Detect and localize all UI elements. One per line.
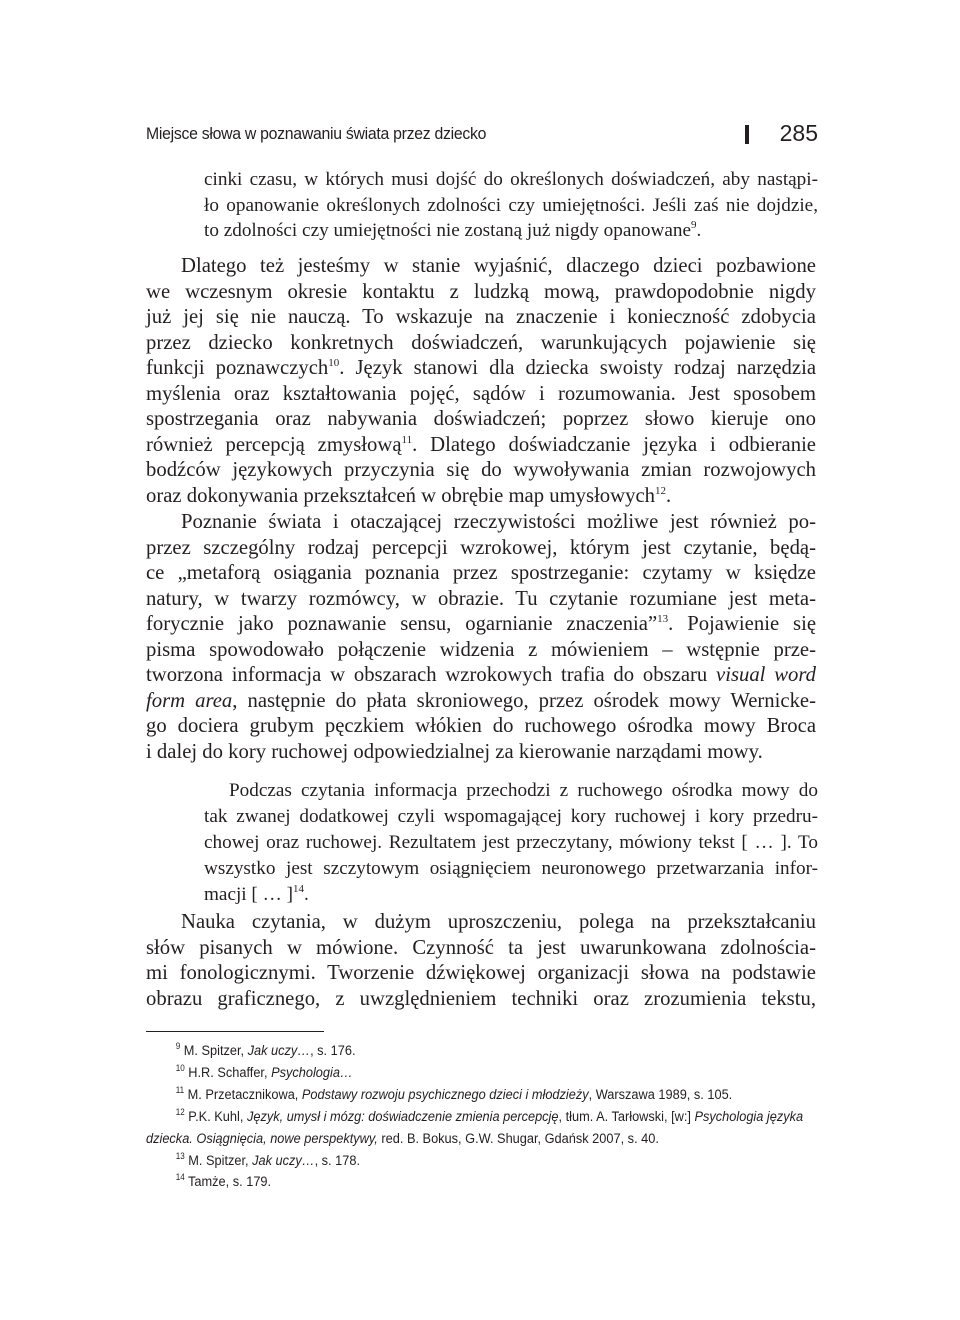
text-line: spostrzegania oraz nabywania doświadczeń; poprzez słowo kieruje ono: [146, 408, 816, 431]
text-line: chowej oraz ruchowej. Rezultatem jest przeczytany, mówiony tekst [ … ]. To: [204, 832, 818, 853]
text-line: [146, 433, 816, 459]
text-span: tworzona informacja w obszarach wzrokowych trafia do obszaru: [146, 664, 717, 687]
text-line: obrazu graficznego, z uwzględnieniem techniki oraz zrozumienia tekstu,: [146, 987, 816, 1010]
text-span: red. B. Bokus, G.W. Shugar, Gdańsk 2007, s. 40.: [377, 1130, 659, 1147]
footnote-ref[interactable]: 13: [657, 613, 669, 626]
text-span: . Pojawienie się: [668, 613, 817, 636]
italic-term: form area: [146, 689, 233, 712]
text-line: słów pisanych w mówione. Czynność ta jest uwarunkowana zdolnościa-: [146, 936, 816, 959]
footnote-ref[interactable]: 10: [328, 357, 340, 370]
block-quote: [204, 778, 818, 908]
text-span: M. Spitzer,: [180, 1043, 248, 1059]
text-line: Dlatego też jesteśmy w stanie wyjaśnić, dlaczego dzieci pozbawione: [181, 255, 816, 277]
footnote-number: 12: [175, 1106, 185, 1117]
text-span: Tamże, s. 179.: [184, 1174, 272, 1191]
text-line: [146, 484, 816, 510]
italic-title: dziecka. Osiągnięcia, nowe perspektywy,: [146, 1130, 378, 1147]
text-span: . Język stanowi dla dziecka swoisty rodzaj narzędzia: [339, 357, 816, 380]
text-line: tak zwanej dodatkowej czyli wspomagającej kory ruchowej i kory przedru-: [204, 806, 818, 827]
footnote-ref[interactable]: 9: [691, 219, 697, 232]
running-title: Miejsce słowa w poznawaniu świata przez dziecko: [146, 124, 487, 143]
text-span: , s. 178.: [314, 1152, 361, 1169]
header-separator-bar: [745, 125, 749, 144]
text-line: ce „metaforą osiągania poznania przez spostrzeganie: czytamy w księdze: [146, 562, 816, 585]
text-line: Podczas czytania informacja przechodzi z ruchowego ośrodka mowy do: [229, 780, 818, 801]
footnote-ref[interactable]: 14: [292, 883, 304, 895]
paragraph: [146, 910, 816, 1012]
text-line: [204, 882, 818, 908]
text-line: cinki czasu, w których musi dojść do określonych doświadczeń, aby nastąpi-: [204, 169, 818, 190]
footnote-number: 11: [175, 1084, 185, 1095]
footnote: [146, 1085, 751, 1107]
text-span: , następnie do płata skroniowego, przez ośrodek mowy Wernicke-: [232, 689, 816, 712]
page-header: [146, 122, 818, 152]
page-number: 285: [779, 120, 818, 146]
text-span: H.R. Schaffer,: [184, 1064, 272, 1081]
italic-title: Psychologia…: [271, 1064, 353, 1081]
footnote-number: 13: [175, 1150, 185, 1161]
footnote: [146, 1172, 751, 1194]
text-span: forycznie jako poznawanie sensu, ogarnianie znaczenia”: [146, 613, 658, 636]
paragraph: [146, 510, 816, 765]
footnote: [146, 1063, 751, 1085]
italic-term: visual word: [716, 664, 816, 687]
text-span: również percepcją zmysłową: [146, 433, 402, 456]
continued-quote-block: [204, 167, 818, 244]
text-line: i dalej do kory ruchowej odpowiedzialnej za kierowanie narządami mowy.: [146, 740, 763, 763]
text-line: [204, 218, 818, 244]
text-line: we wczesnym okresie kontaktu z ludzką mową, prawdopodobnie nigdy: [146, 280, 816, 303]
text-span: M. Przetacznikowa,: [184, 1086, 302, 1103]
text-span: .: [303, 884, 309, 905]
text-line: natury, w twarzy rozmówcy, w obrazie. Tu czytanie rozumiane jest meta-: [146, 587, 816, 610]
text-line: [146, 356, 816, 382]
text-line: go dociera grubym pęczkiem włókien do ruchowego ośrodka mowy Broca: [146, 715, 816, 738]
text-span: . Dlatego doświadczanie języka i odbieranie: [412, 433, 816, 456]
text-span: , Warszawa 1989, s. 105.: [588, 1086, 733, 1103]
text-line: Nauka czytania, w dużym uproszczeniu, polega na przekształcaniu: [181, 911, 816, 933]
footnote-separator: [146, 1031, 324, 1032]
paragraph: [146, 254, 816, 509]
text-span: , s. 176.: [310, 1043, 356, 1059]
text-line: [146, 663, 816, 689]
footnote-number: 14: [175, 1172, 185, 1183]
text-line: Poznanie świata i otaczającej rzeczywistości możliwe jest również po-: [181, 511, 816, 533]
italic-title: Jak uczy…: [252, 1152, 315, 1169]
footnote: [146, 1041, 751, 1063]
text-line: przez dziecko konkretnych doświadczeń, warunkujących pojawienie się: [146, 331, 816, 354]
italic-title: Podstawy rozwoju psychicznego dzieci i młodzieży: [301, 1086, 589, 1103]
footnote-continuation: [146, 1129, 751, 1151]
text-line: przez szczególny rodzaj percepcji wzrokowej, którym jest czytanie, będą-: [146, 536, 816, 559]
footnote-number: 10: [175, 1062, 185, 1073]
text-line: mi fonologicznymi. Tworzenie dźwiękowej organizacji słowa na podstawie: [146, 962, 816, 985]
text-span: to zdolności czy umiejętności nie zostaną już nigdy opanowane: [204, 220, 692, 242]
footnote-ref[interactable]: 11: [401, 433, 413, 446]
text-line: pisma spowodowało połączenie widzenia z mówieniem – wstępnie prze-: [146, 638, 816, 661]
italic-title: Język, umysł i mózg: doświadczenie zmienia percepcję: [246, 1108, 559, 1125]
text-span: M. Spitzer,: [184, 1152, 253, 1169]
text-line: myślenia oraz kształtowania pojęć, sądów i rozumowania. Jest sposobem: [146, 382, 816, 405]
footnote-ref[interactable]: 12: [654, 484, 666, 497]
text-line: [146, 612, 816, 638]
footnotes: [146, 1041, 818, 1194]
text-line: wszystko jest szczytowym osiągnięciem neuronowego przetwarzania infor-: [204, 858, 818, 879]
text-line: ło opanowanie określonych zdolności czy umiejętności. Jeśli zaś nie dojdzie,: [204, 194, 818, 216]
text-line: bodźców językowych przyczynia się do wywoływania zmian rozwojowych: [146, 459, 816, 482]
text-span: P.K. Kuhl,: [184, 1108, 247, 1125]
text-line: już jej się nie nauczą. To wskazuje na znaczenie i konieczność zdobycia: [146, 306, 816, 329]
text-span: funkcji poznawczych: [146, 357, 329, 380]
text-line: [146, 689, 816, 715]
italic-title: Psychologia języka: [694, 1108, 804, 1125]
italic-title: Jak uczy…: [247, 1043, 311, 1059]
text-span: oraz dokonywania przekształceń w obrębie map umysłowych: [146, 484, 655, 507]
footnote: [146, 1106, 804, 1129]
text-span: .: [665, 484, 672, 507]
footnote: [146, 1151, 751, 1173]
footnote-number: 9: [175, 1041, 181, 1051]
text-span: , tłum. A. Tarłowski, [w:]: [558, 1108, 695, 1125]
text-span: macji [ … ]: [204, 884, 293, 905]
text-span: .: [696, 220, 702, 242]
